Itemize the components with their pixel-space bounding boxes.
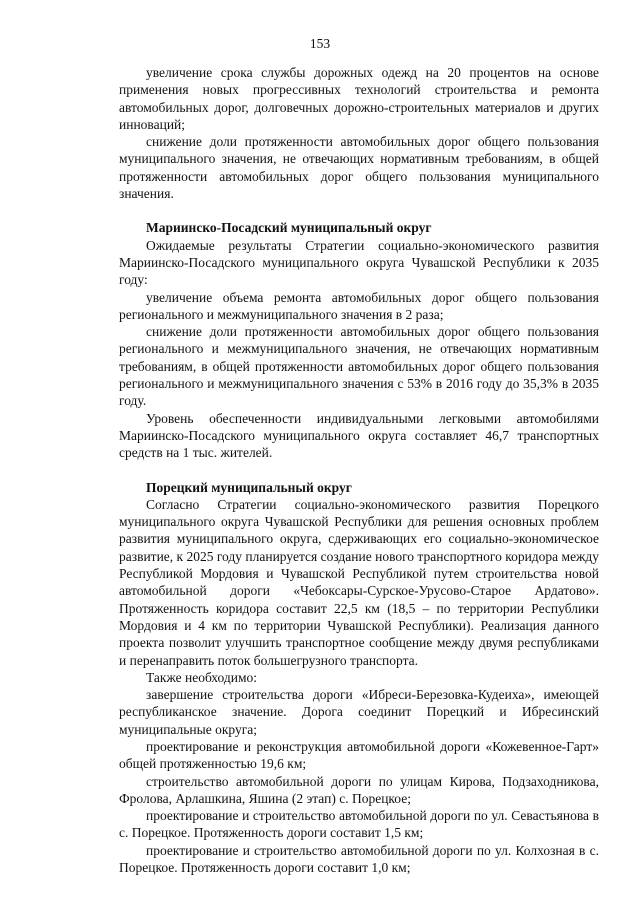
- section-spacer: [119, 462, 599, 479]
- body-paragraph: снижение доли протяженности автомобильных дорог общего пользования муниципального значения, не отвечающих нормативным требованиям, в общей протяженности автомобильных дорог общего пользования муниципального значения.: [119, 134, 599, 202]
- document-body: [119, 64, 599, 876]
- body-paragraph: Уровень обеспеченности индивидуальными легковыми автомобилями Мариинско-Посадского муниципального округа составляет 46,7 транспортных средств на 1 тыс. жителей.: [119, 410, 599, 461]
- body-paragraph: Согласно Стратегии социально-экономического развития Порецкого муниципального округа Чувашской Республики для решения основных проблем развития муниципального округа, сдерживающих его социально-экономическое развитие, к 2025 году планируется создание нового транспортного коридора между Республикой Мордовия и Чувашской Республикой путем строительства новой автомобильной дороги «Чебоксары-Сурское-Урусово-Старое Ардатово». Протяженность коридора составит 22,5 км (18,5 – по территории Республики Мордовия и 4 км по территории Чувашской Республики). Реализация данного проекта позволит улучшить транспортное сообщение между двумя республиками и перенаправить поток большегрузного транспорта.: [119, 496, 600, 668]
- page-number: 153: [309, 36, 331, 51]
- section-heading: Мариинско-Посадский муниципальный округ: [146, 220, 432, 236]
- body-paragraph: увеличение объема ремонта автомобильных дорог общего пользования регионального и межмуниципального значения в 2 раза;: [119, 289, 599, 322]
- body-paragraph: проектирование и реконструкция автомобильной дороги «Кожевенное-Гарт» общей протяженностью 19,6 км;: [119, 738, 599, 772]
- body-paragraph: снижение доли протяженности автомобильных дорог общего пользования регионального и межмуниципального значения, не отвечающих нормативным требованиям, в общей протяженности автомобильных дорог общего пользования регионального и межмуниципального значения с 53% в 2016 году до 35,3% в 2035 году.: [119, 324, 599, 409]
- body-paragraph: завершение строительства дороги «Ибреси-Березовка-Кудеиха», имеющей республиканское значение. Дорога соединит Порецкий и Ибресинский муниципальные округа;: [119, 687, 599, 737]
- body-paragraph: Также необходимо:: [146, 669, 258, 685]
- body-paragraph: увеличение срока службы дорожных одежд на 20 процентов на основе применения новых прогрессивных технологий строительства и ремонта автомобильных дорог, долговечных дорожно-строительных материалов и других инноваций;: [119, 65, 599, 132]
- section-spacer: [119, 202, 599, 219]
- body-paragraph: проектирование и строительство автомобильной дороги по ул. Колхозная в с. Порецкое. Протяженность дороги составит 1,0 км;: [119, 842, 599, 876]
- body-paragraph: Ожидаемые результаты Стратегии социально-экономического развития Мариинско-Посадского муниципального округа Чувашской Республики к 2035 году:: [119, 237, 599, 288]
- body-paragraph: проектирование и строительство автомобильной дороги по ул. Севастьянова в с. Порецкое. Протяженность дороги составит 1,5 км;: [119, 808, 599, 841]
- body-paragraph: строительство автомобильной дороги по улицам Кирова, Подзаходникова, Фролова, Арлашкина, Яшина (2 этап) с. Порецкое;: [119, 773, 599, 806]
- section-heading: Порецкий муниципальный округ: [146, 479, 352, 495]
